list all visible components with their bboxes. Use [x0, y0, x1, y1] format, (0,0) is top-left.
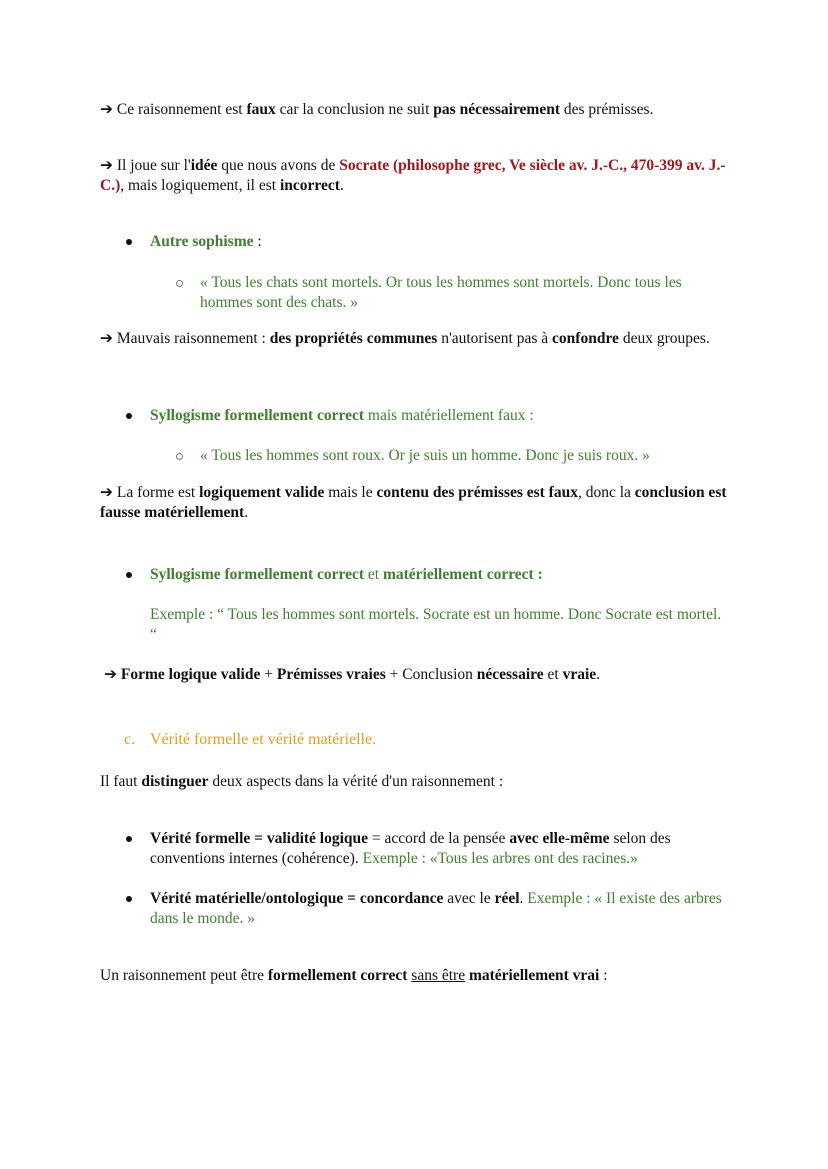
text: mais matériellement faux :: [364, 407, 534, 424]
text: , donc la: [577, 484, 635, 501]
bold-text: logiquement valide: [199, 484, 325, 501]
heading-text: Vérité formelle et vérité matérielle.: [150, 731, 377, 748]
paragraph-socrate: [100, 156, 730, 196]
paragraph-forme-logique: [104, 665, 734, 685]
bold-text: confondre: [552, 330, 619, 347]
text: Mauvais raisonnement :: [113, 330, 270, 347]
text: + Conclusion: [385, 666, 477, 683]
text: .: [339, 177, 344, 194]
subbullet-chats: [200, 273, 730, 313]
text: « Tous les chats sont mortels. Or tous les hommes sont mortels. Donc tous les hommes sont des chats. »: [200, 274, 682, 311]
bullet-autre-sophisme: [150, 232, 730, 252]
text: Exemple : “ Tous les hommes sont mortels. Socrate est un homme. Donc Socrate est mortel. “: [150, 606, 722, 643]
text: n'autorisent pas à: [437, 330, 553, 347]
bold-text: avec elle-même: [509, 830, 610, 847]
circle-bullet-icon: [176, 280, 183, 287]
text: Il joue sur l': [113, 157, 191, 174]
text: et: [543, 666, 563, 683]
paragraph-mauvais-raisonnement: [100, 329, 730, 349]
circle-bullet-icon: [176, 453, 183, 460]
heading-number: c.: [124, 731, 136, 748]
arrow-icon: ➔: [100, 484, 113, 501]
example-socrate: [150, 605, 730, 645]
text: :: [253, 233, 262, 250]
bold-text: pas nécessairement: [433, 101, 561, 118]
bullet-syllogisme-faux: [150, 406, 730, 426]
bold-text: faux: [246, 101, 276, 118]
text: , mais logiquement, il est: [120, 177, 280, 194]
text: +: [260, 666, 277, 683]
bold-text: Vérité formelle = validité logique: [150, 830, 369, 847]
text: .: [244, 504, 249, 521]
text: mais le: [324, 484, 377, 501]
text: que nous avons de: [217, 157, 340, 174]
paragraph-conclusion: [100, 966, 730, 986]
text: des prémisses.: [560, 101, 654, 118]
paragraph-distinguer: [100, 772, 730, 792]
text: = accord de la pensée: [368, 830, 510, 847]
bold-text: nécessaire: [476, 666, 544, 683]
text: .: [596, 666, 601, 683]
bullet-verite-formelle: [150, 829, 730, 869]
bold-text: des propriétés communes: [269, 330, 438, 347]
bold-text: distinguer: [141, 773, 209, 790]
paragraph-forme-valide: [100, 483, 730, 523]
text: .: [519, 890, 528, 907]
text: avec le: [443, 890, 495, 907]
green-bold-text: Syllogisme formellement correct: [150, 407, 365, 424]
text: deux aspects dans la vérité d'un raisonnement :: [208, 773, 504, 790]
text: Ce raisonnement est: [113, 101, 247, 118]
arrow-icon: ➔: [100, 101, 113, 118]
green-bold-text: Autre sophisme: [150, 233, 254, 250]
bold-text: conclusion est fausse matériellement: [100, 484, 727, 521]
bold-text: matériellement vrai: [468, 967, 600, 984]
green-bold-text: Syllogisme formellement correct: [150, 566, 365, 583]
bullet-icon: [126, 413, 132, 419]
section-heading: [124, 730, 754, 750]
bold-text: Vérité matérielle/ontologique = concordance: [150, 890, 444, 907]
text: selon des conventions internes (cohérence).: [150, 830, 671, 867]
text: deux groupes.: [618, 330, 710, 347]
subbullet-roux: [200, 446, 730, 466]
bold-text: incorrect: [279, 177, 340, 194]
bold-text: idée: [190, 157, 218, 174]
bold-text: Prémisses vraies: [276, 666, 386, 683]
bold-text: contenu des prémisses est faux: [376, 484, 578, 501]
bold-text: formellement correct: [267, 967, 408, 984]
bullet-icon: [126, 572, 132, 578]
bold-text: réel: [494, 890, 520, 907]
text: « Tous les hommes sont roux. Or je suis un homme. Donc je suis roux. »: [200, 447, 650, 464]
bullet-icon: [126, 239, 132, 245]
green-bold-text: matériellement correct :: [382, 566, 543, 583]
green-example: Exemple : «Tous les arbres ont des racines.»: [362, 850, 638, 867]
text: La forme est: [113, 484, 200, 501]
bold-text: Forme logique valide: [117, 666, 261, 683]
paragraph-faux: [100, 100, 730, 120]
green-example: Exemple : « Il existe des arbres dans le monde. »: [150, 890, 722, 927]
bullet-syllogisme-correct: [150, 565, 730, 585]
underlined-text: sans être: [411, 967, 466, 984]
arrow-icon: ➔: [100, 157, 113, 174]
bullet-icon: [126, 896, 132, 902]
text: Il faut: [100, 773, 142, 790]
red-bold-text: Socrate (philosophe grec, Ve siècle av. J.-C., 470-399 av. J.-C.): [100, 157, 726, 194]
text: Un raisonnement peut être: [100, 967, 268, 984]
bullet-icon: [126, 836, 132, 842]
text: car la conclusion ne suit: [275, 101, 434, 118]
text: et: [364, 566, 383, 583]
arrow-icon: ➔: [104, 666, 117, 683]
arrow-icon: ➔: [100, 330, 113, 347]
bullet-verite-materielle: [150, 889, 730, 929]
text: :: [599, 967, 608, 984]
bold-text: vraie: [562, 666, 597, 683]
